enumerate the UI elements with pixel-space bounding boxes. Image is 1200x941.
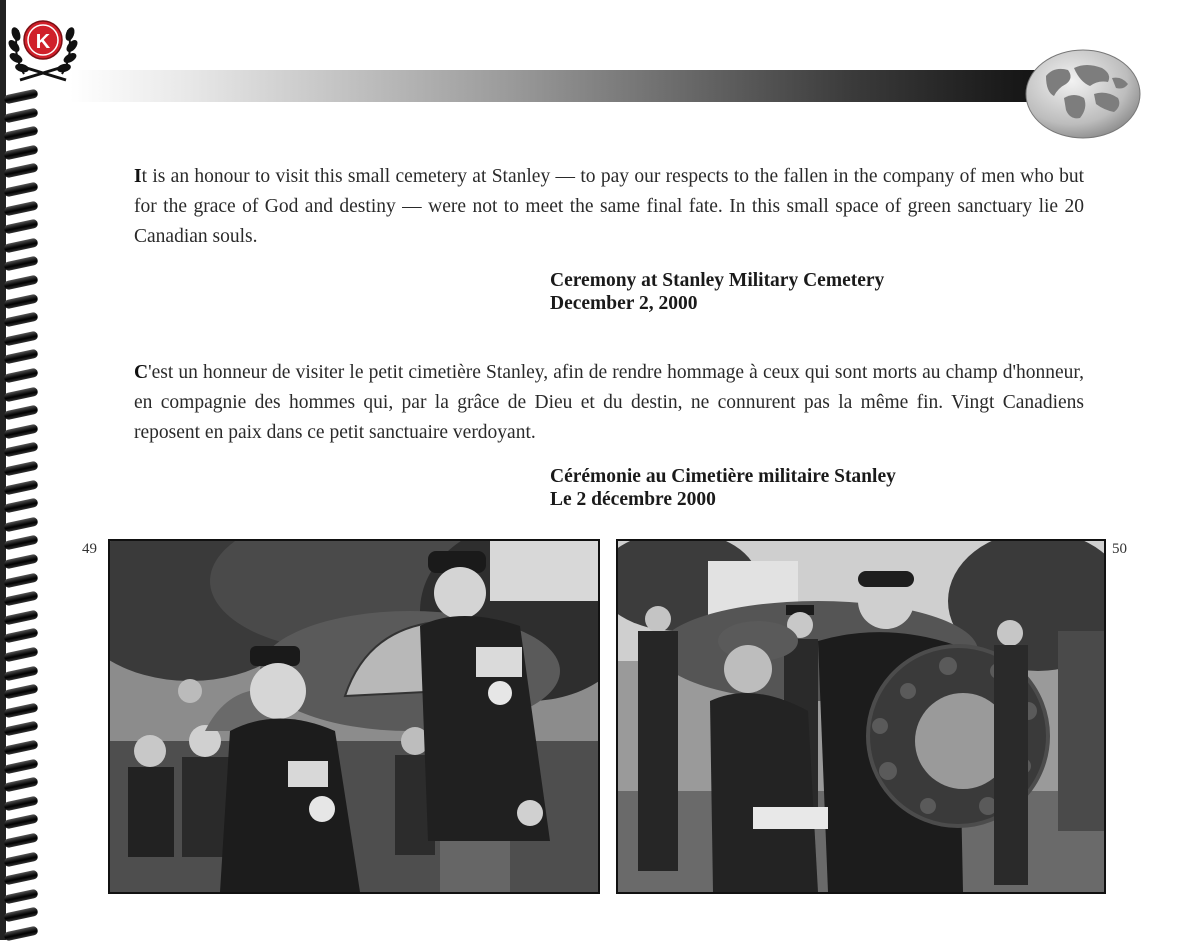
- binding-ring: [3, 237, 38, 253]
- binding-ring: [3, 516, 38, 532]
- english-paragraph: [134, 162, 1084, 252]
- binding-ring: [3, 609, 38, 625]
- binding-ring: [3, 461, 38, 477]
- english-drop-letter: I: [134, 166, 142, 187]
- binding-ring: [3, 349, 38, 365]
- binding-ring: [3, 498, 38, 514]
- binding-ring: [3, 293, 38, 309]
- english-caption-title: Ceremony at Stanley Military Cemetery: [550, 270, 885, 291]
- english-paragraph-text: t is an honour to visit this small cemetery at Stanley — to pay our respects to the fallen in the company of men who but for the grace of God and destiny — were not to meet the same final fate. In this small space of green sanctuary lie 20 Canadian souls.: [134, 166, 1084, 247]
- binding-ring: [3, 870, 38, 886]
- logo-letter: K: [35, 31, 51, 53]
- binding-ring: [3, 535, 38, 551]
- binding-ring: [3, 795, 38, 811]
- binding-ring: [3, 684, 38, 700]
- world-globe-map-icon: [1024, 48, 1142, 140]
- binding-ring: [3, 833, 38, 849]
- binding-ring: [3, 312, 38, 328]
- binding-ring: [3, 256, 38, 272]
- binding-ring: [3, 851, 38, 867]
- wreath-laying-photo: [616, 539, 1106, 894]
- french-drop-letter: C: [134, 362, 149, 383]
- page-number-left: 49: [82, 541, 97, 557]
- binding-ring: [3, 144, 38, 160]
- binding-ring: [3, 740, 38, 756]
- binding-ring: [3, 665, 38, 681]
- binding-ring: [3, 777, 38, 793]
- binding-ring: [3, 330, 38, 346]
- binding-ring: [3, 386, 38, 402]
- binding-ring: [3, 926, 38, 941]
- binding-ring: [3, 572, 38, 588]
- binding-ring: [3, 368, 38, 384]
- french-paragraph-text: 'est un honneur de visiter le petit cimetière Stanley, afin de rendre hommage à ceux qui sont morts au champ d'honneur, en compagnie des hommes qui, par la grâce de Dieu et du destin, ne connurent pas la même fin. Vingt Canadiens reposent en paix dans ce petit sanctuaire verdoyant.: [134, 362, 1084, 443]
- binding-ring: [3, 814, 38, 830]
- binding-ring: [3, 89, 38, 105]
- binding-ring: [3, 107, 38, 123]
- binding-ring: [3, 907, 38, 923]
- binding-ring: [3, 702, 38, 718]
- binding-ring: [3, 275, 38, 291]
- binding-ring: [3, 405, 38, 421]
- french-caption: [550, 465, 1110, 511]
- binding-ring: [3, 721, 38, 737]
- french-paragraph: [134, 358, 1084, 448]
- spiral-binding: [0, 0, 42, 940]
- binding-ring: [3, 200, 38, 216]
- binding-ring: [3, 182, 38, 198]
- binding-ring: [3, 758, 38, 774]
- binding-ring: [3, 126, 38, 142]
- binding-ring: [3, 628, 38, 644]
- binding-ring: [3, 423, 38, 439]
- binding-ring: [3, 163, 38, 179]
- binding-ring: [3, 442, 38, 458]
- binding-ring: [3, 479, 38, 495]
- binding-ring: [3, 219, 38, 235]
- veterans-ceremony-photo: [108, 539, 600, 894]
- french-caption-date: Le 2 décembre 2000: [550, 489, 716, 510]
- header-gradient-bar: [70, 70, 1050, 102]
- laurel-wreath-emblem-icon: [6, 4, 80, 84]
- english-caption-date: December 2, 2000: [550, 293, 698, 314]
- french-caption-title: Cérémonie au Cimetière militaire Stanley: [550, 466, 896, 487]
- binding-ring: [3, 554, 38, 570]
- english-caption: [550, 269, 1110, 315]
- binding-ring: [3, 591, 38, 607]
- page-number-right: 50: [1112, 541, 1127, 557]
- binding-ring: [3, 888, 38, 904]
- binding-ring: [3, 647, 38, 663]
